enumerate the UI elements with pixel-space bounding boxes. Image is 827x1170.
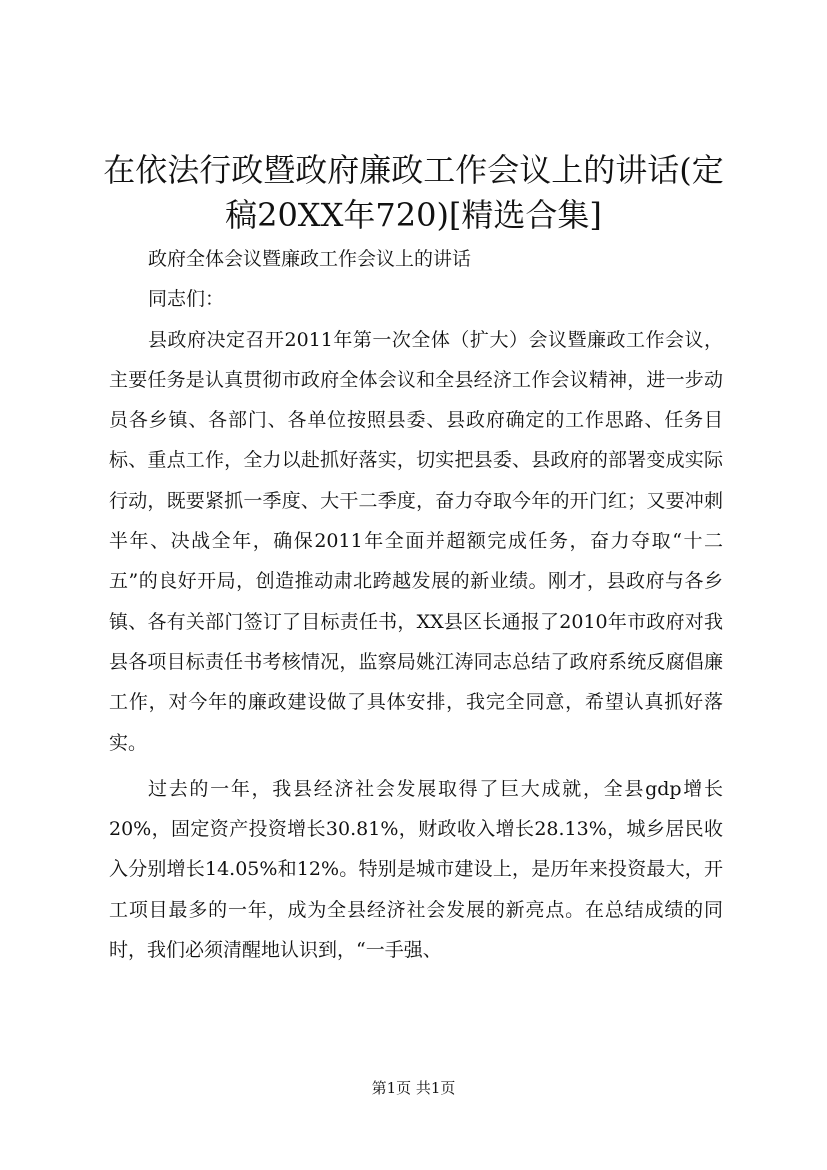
title-line-2: 稿20XX年720)[精选合集]: [225, 196, 602, 234]
document-title: [60, 148, 767, 238]
document-body: [109, 239, 723, 970]
speech-subtitle: 政府全体会议暨廉政工作会议上的讲话: [148, 248, 472, 270]
body-paragraph-2: 过去的一年，我县经济社会发展取得了巨大成就，全县gdp增长20%，固定资产投资增长30.81%，财政收入增长28.13%，城乡居民收入分别增长14.05%和12%。特别是城市建设上，是历年来投资最大，开工项目最多的一年，成为全县经济社会发展的新亮点。在总结成绩的同时，我们必须清醒地认识到，“一手强、: [109, 777, 723, 962]
salutation: 同志们：: [148, 288, 225, 311]
body-paragraph-1: 县政府决定召开2011年第一次全体（扩大）会议暨廉政工作会议，主要任务是认真贯彻市政府全体会议和全县经济工作会议精神，进一步动员各乡镇、各部门、各单位按照县委、县政府确定的工作思路、任务目标、重点工作，全力以赴抓好落实，切实把县委、县政府的部署变成实际行动，既要紧抓一季度、大干二季度，奋力夺取今年的开门红；又要冲刺半年、决战全年，确保2011年全面并超额完成任务，奋力夺取“十二五”的良好开局，创造推动肃北跨越发展的新业绩。刚才，县政府与各乡镇、各有关部门签订了目标责任书，XX县区长通报了2010年市政府对我县各项目标责任书考核情况，监察局姚江涛同志总结了政府系统反腐倡廉工作，对今年的廉政建设做了具体安排，我完全同意，希望认真抓好落实。: [109, 328, 723, 754]
page-footer: 第1页 共1页: [371, 1079, 456, 1097]
title-line-1: 在依法行政暨政府廉政工作会议上的讲话(定: [103, 151, 724, 189]
